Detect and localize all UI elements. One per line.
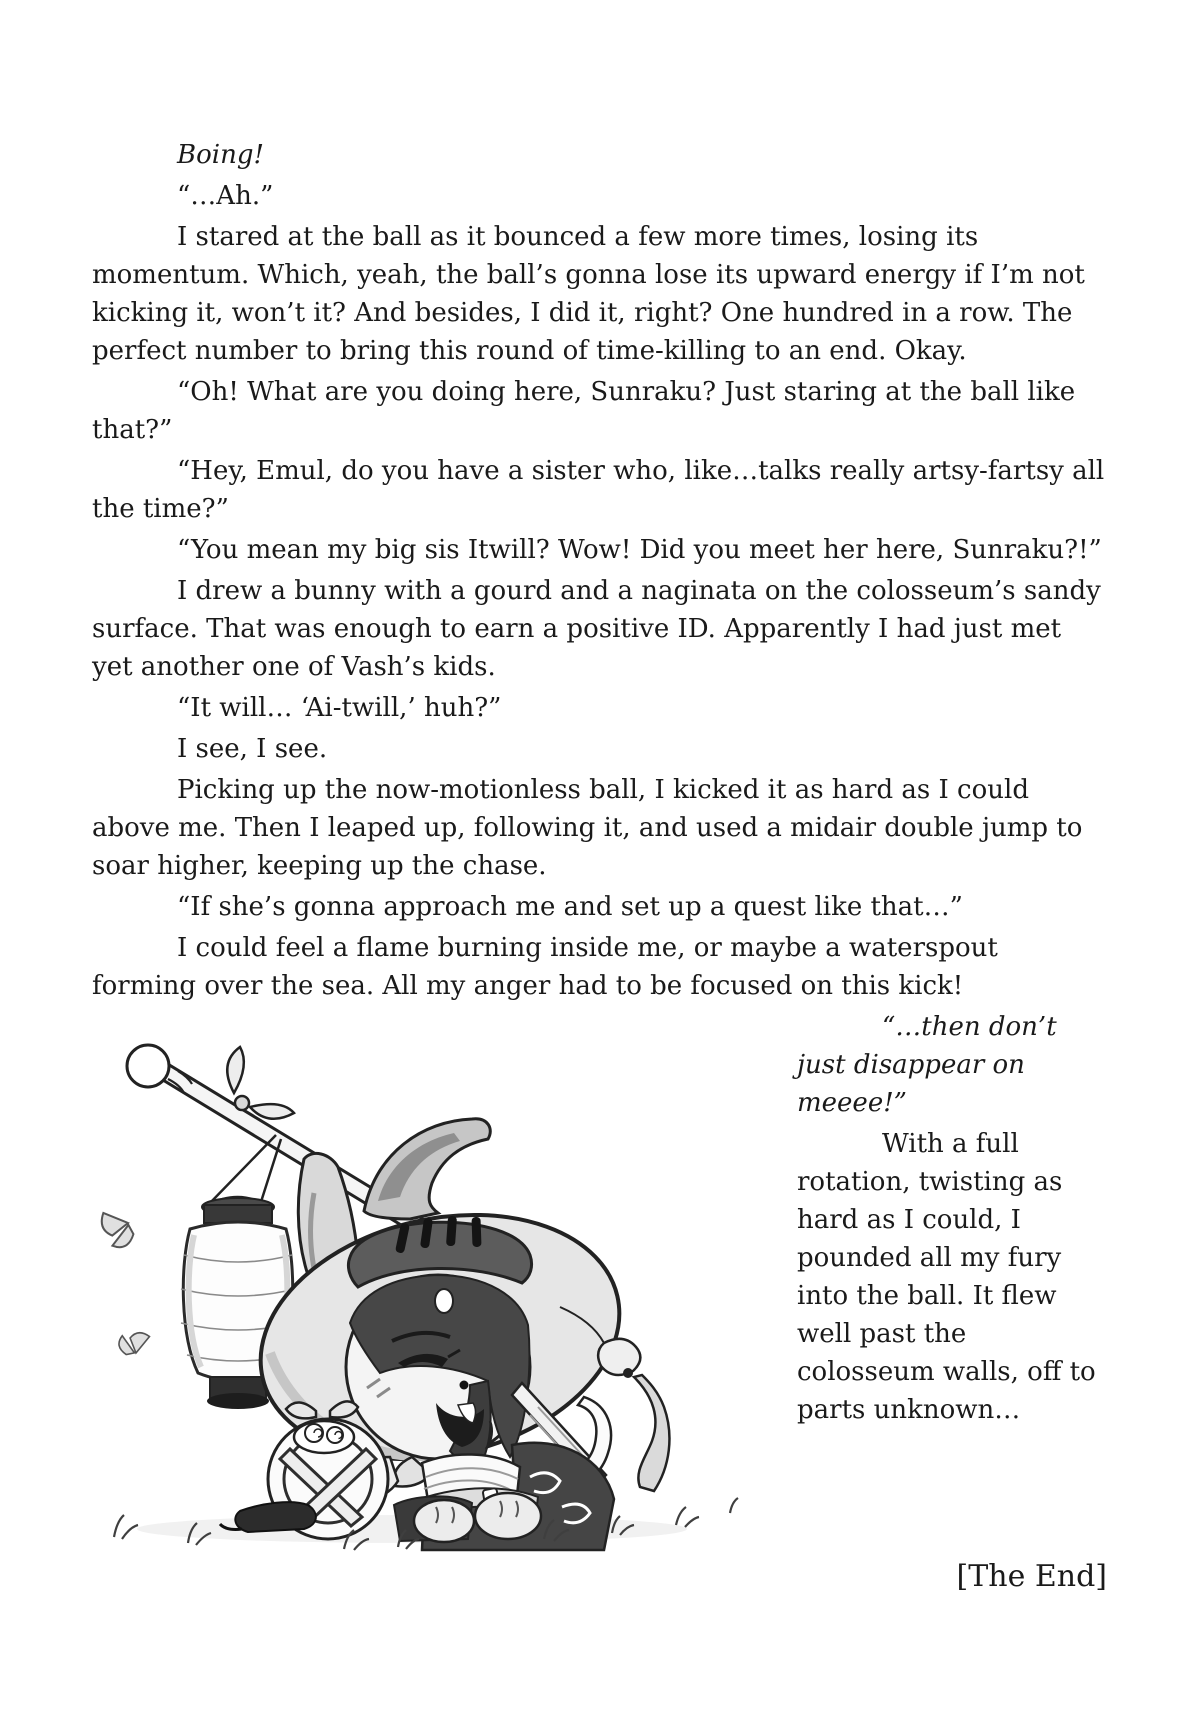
leaf-ribbon: [227, 1047, 294, 1119]
paragraph: “…then don’t just disappear on meeee!”: [797, 1012, 1057, 1118]
paragraph: I stared at the ball as it bounced a few more times, losing its momentum. Which, yeah, the ball’s gonna lose its upward energy if I’m not kicking it, won’t it? And besides, I did it, right? One hundred in a row. The perfect number to bring this round of time-killing to an end. Okay.: [92, 222, 1085, 366]
the-end-label: [The End]: [956, 1559, 1107, 1594]
paragraph: I could feel a flame burning inside me, or maybe a waterspout forming over the sea. All my anger had to be focused on this kick!: [92, 933, 998, 1001]
bunny-illustration: [92, 1005, 797, 1558]
nose: [460, 1381, 469, 1390]
paragraph: “Oh! What are you doing here, Sunraku? Just staring at the ball like that?”: [92, 377, 1076, 445]
paragraph: “It will… ‘Ai-twill,’ huh?”: [177, 693, 502, 723]
ribbon-streamer: [634, 1375, 669, 1491]
paragraph: “Hey, Emul, do you have a sister who, like…talks really artsy-fartsy all the time?”: [92, 456, 1105, 524]
paragraph: “…Ah.”: [177, 181, 274, 211]
illustration: [92, 1005, 797, 1558]
dark-boot: [235, 1502, 316, 1532]
paragraph: “If she’s gonna approach me and set up a quest like that…”: [177, 892, 963, 922]
butterfly: [100, 1208, 136, 1250]
bunny-character: [220, 1119, 669, 1550]
paragraph: I see, I see.: [177, 734, 328, 764]
butterfly: [118, 1331, 150, 1356]
paragraph: Picking up the now-motionless ball, I kicked it as hard as I could above me. Then I leaped up, following it, and used a midair double jump to soar higher, keeping up the chase.: [92, 775, 1083, 881]
right-ear: [364, 1119, 490, 1219]
paragraph: With a full rotation, twisting as hard as I could, I pounded all my fury into the ball. It flew well past the colosseum walls, off to parts unknown…: [797, 1129, 1096, 1425]
paragraph: “You mean my big sis Itwill? Wow! Did you meet her here, Sunraku?!”: [177, 535, 1102, 565]
paragraph: I drew a bunny with a gourd and a naginata on the colosseum’s sandy surface. That was enough to earn a positive ID. Apparently I had just met yet another one of Vash’s kids.: [92, 576, 1101, 682]
paragraph: Boing!: [177, 140, 264, 170]
forehead-highlight: [435, 1289, 453, 1313]
story-text: [92, 0, 1107, 1596]
